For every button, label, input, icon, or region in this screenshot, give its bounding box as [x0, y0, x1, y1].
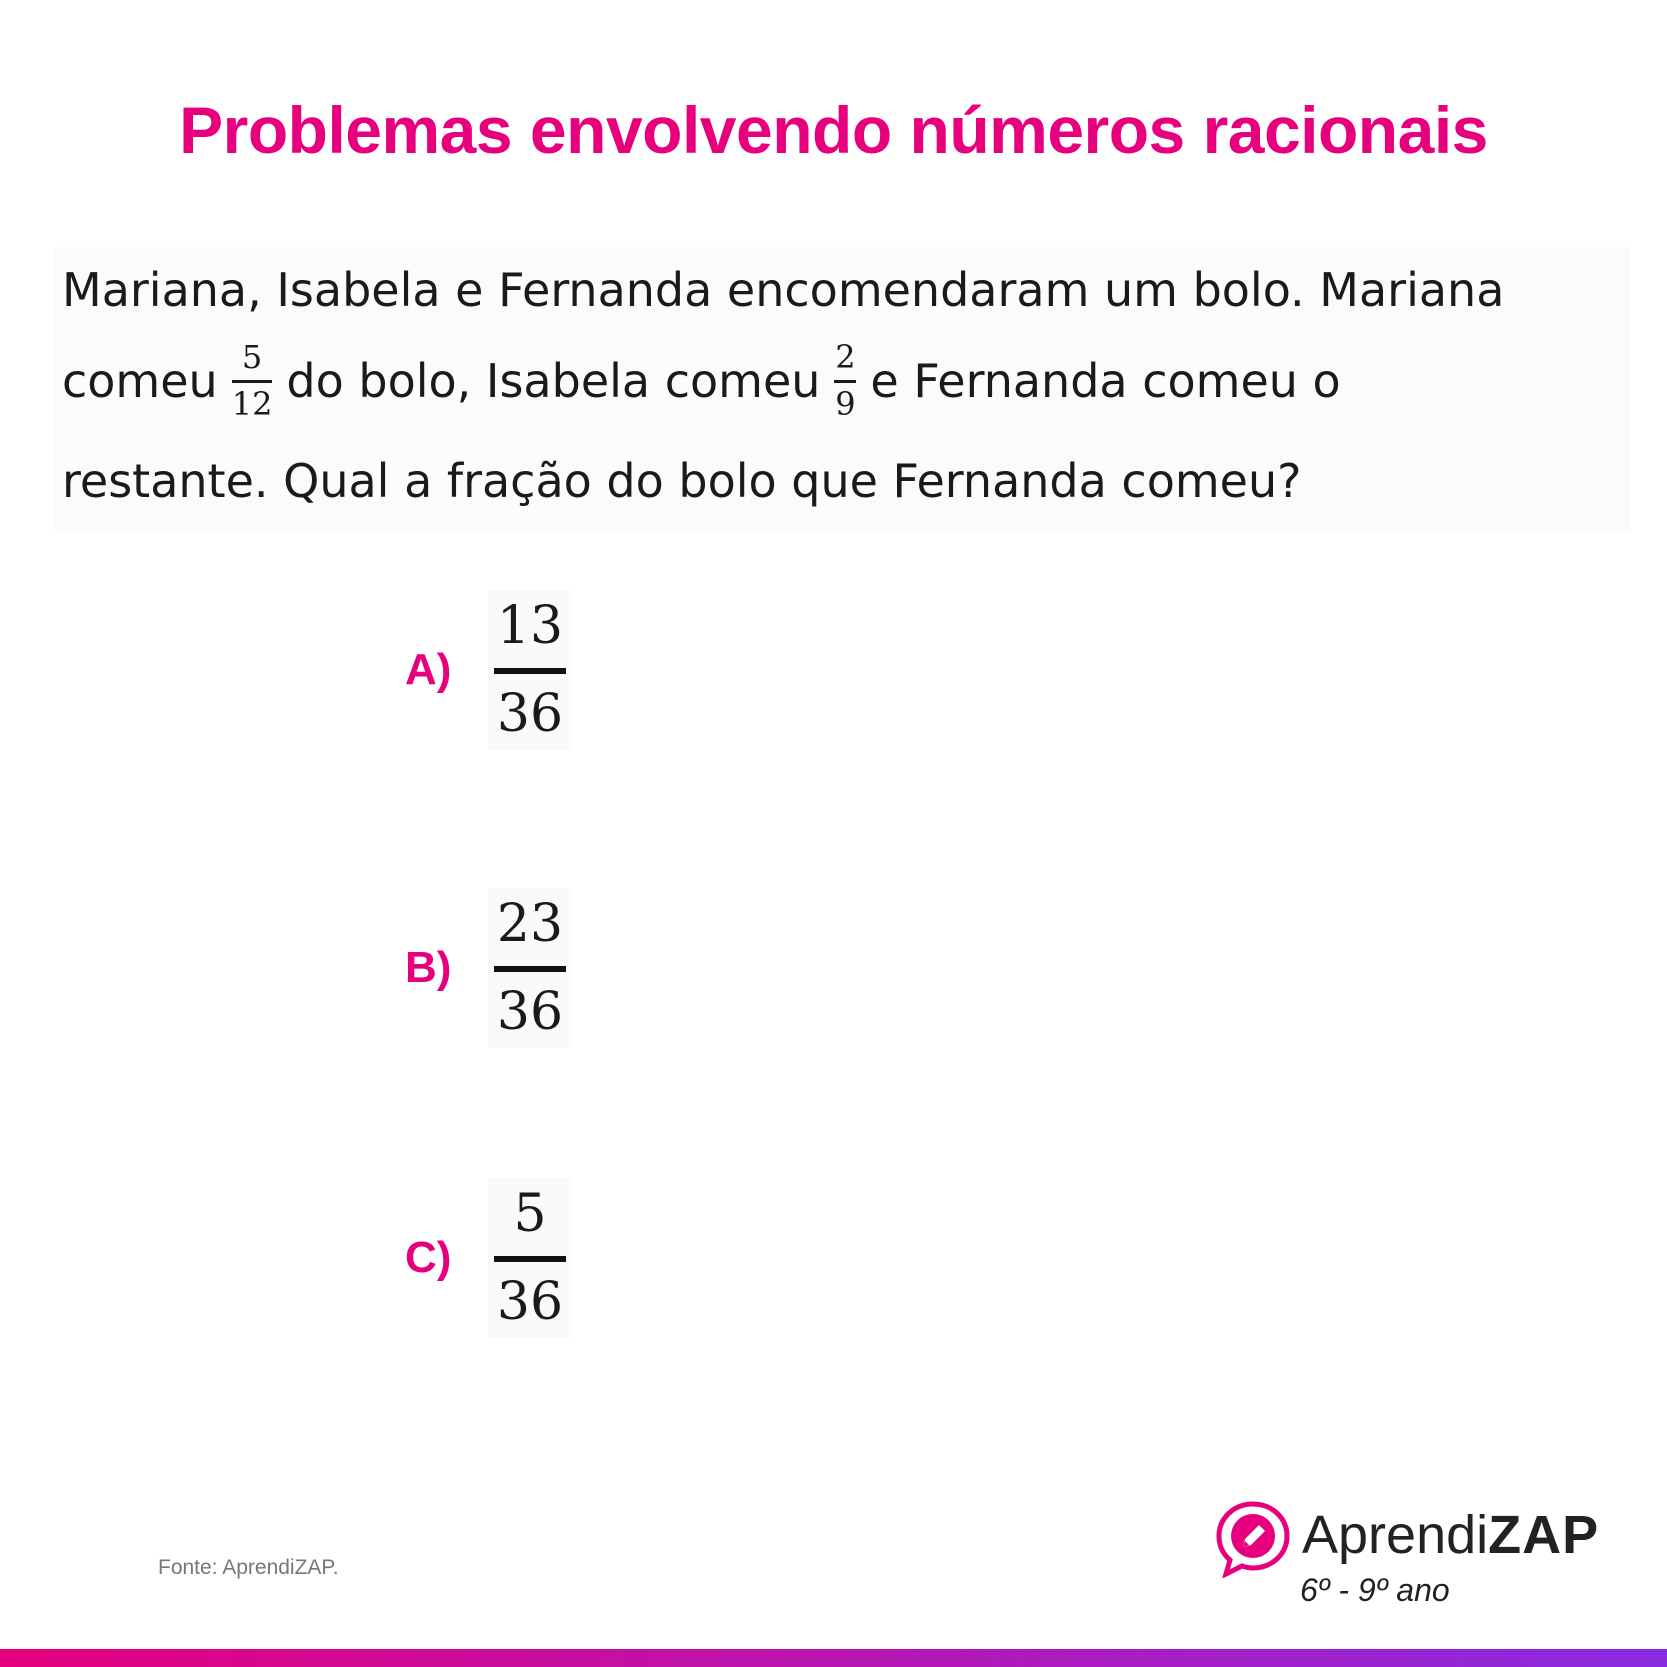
source-caption: Fonte: AprendiZAP. [158, 1556, 339, 1579]
fraction-bar [494, 966, 566, 972]
question-text [54, 247, 1630, 533]
logo-grade: 6º - 9º ano [1300, 1572, 1450, 1608]
option-letter: B) [405, 943, 452, 992]
logo-word-bold: ZAP [1488, 1505, 1600, 1565]
aprendizap-logo [1214, 1500, 1634, 1610]
option-denominator: 36 [496, 1272, 564, 1332]
question-line-2-end: e Fernanda comeu o [870, 354, 1341, 408]
question-line-2-start: comeu [62, 354, 218, 408]
fraction-denominator: 12 [231, 384, 273, 423]
option-numerator: 23 [496, 894, 564, 954]
question-line-1 [62, 249, 1622, 331]
fraction-denominator: 9 [835, 384, 856, 423]
question-line-1-text: Mariana, Isabela e Fernanda encomendaram um bolo. Mariana [62, 263, 1505, 317]
question-line-2 [62, 331, 1622, 431]
question-line-3-text: restante. Qual a fração do bolo que Fernanda comeu? [62, 454, 1302, 508]
logo-wordmark [1302, 1504, 1599, 1566]
option-numerator: 13 [496, 596, 564, 656]
option-letter: A) [405, 645, 452, 694]
fraction-bar [494, 668, 566, 674]
option-fraction [488, 1178, 572, 1338]
fraction-bar [834, 380, 856, 383]
option-numerator: 5 [513, 1184, 547, 1244]
option-c[interactable] [400, 1178, 700, 1338]
fraction-mariana [232, 340, 273, 421]
option-denominator: 36 [496, 684, 564, 744]
bottom-gradient-bar [0, 1649, 1667, 1667]
fraction-bar [494, 1256, 566, 1262]
option-b[interactable] [400, 888, 700, 1048]
logo-word-light: Aprendi [1302, 1505, 1489, 1565]
page-title: Problemas envolvendo números racionais [179, 93, 1488, 167]
fraction-isabela [834, 340, 856, 421]
option-denominator: 36 [496, 982, 564, 1042]
question-line-2-middle: do bolo, Isabela comeu [286, 354, 821, 408]
fraction-numerator: 5 [241, 338, 263, 377]
fraction-bar [232, 380, 273, 383]
option-a[interactable] [400, 590, 700, 750]
fraction-numerator: 2 [835, 338, 856, 377]
pencil-chat-bubble-icon [1214, 1500, 1292, 1578]
option-letter: C) [405, 1233, 452, 1282]
option-fraction [488, 888, 572, 1048]
option-fraction [488, 590, 572, 750]
question-line-3 [62, 431, 1622, 531]
